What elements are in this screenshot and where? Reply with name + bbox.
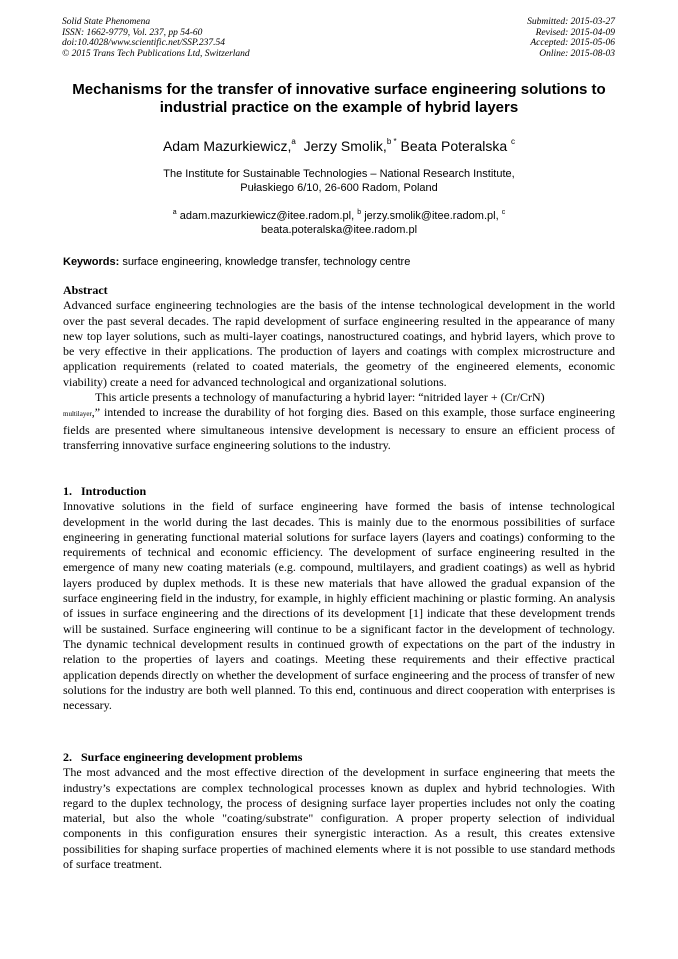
author-emails (60, 209, 618, 237)
author-name: Jerzy Smolik, (303, 138, 387, 154)
date-accepted: Accepted: 2015-05-06 (530, 38, 615, 49)
author-affiliation-mark: b * (386, 137, 397, 146)
date-submitted: Submitted: 2015-03-27 (527, 17, 615, 27)
affiliation-line: The Institute for Sustainable Technologies – National Research Institute, (163, 168, 515, 180)
email-mark: a (172, 209, 177, 216)
date-revised: Revised: 2015-04-09 (535, 27, 615, 38)
keywords-text: surface engineering, knowledge transfer, technology centre (122, 256, 411, 268)
section-paragraph: Innovative solutions in the field of surface engineering have formed the basis of intense technological development in the world during the last decades. This is mainly due to the enormous possibilities of surface engineering in generating functional material solutions for surface layers (layers and coatings) conforming to the requirements of technical and economic efficiency. The development of surface engineering resulted in the emergence of many new coating materials (e.g. compound, multilayers, and gradient coatings) as well as hybrid layers produced by duplex methods. It is these new materials that have allowed the gradual expansion of the surface engineering field in the industry, for example, in highly efficient machining or plastic forming. An analysis of issues in surface engineering and the directions of its development [1] indicate that these development trends will be sustained. Surface engineering will continue to be a significant factor in the development of technology. The dynamic technical development results in continued growth of expectations on the part of the industry in relation to the properties of layers and coatings. Meeting these requirements and their effective practical application depends directly on whether the development of surface engineering and the process of transfer of new solutions for the industry are both well planned. To this end, continuous and direct cooperation with enterprises is necessary. (63, 499, 615, 713)
section-heading: 2. Surface engineering development problems (63, 750, 303, 764)
author-name: Adam Mazurkiewicz, (162, 138, 292, 154)
journal-doi: doi:10.4028/www.scientific.net/SSP.237.54 (62, 38, 225, 49)
email-link[interactable]: adam.mazurkiewicz@itee.radom.pl, (179, 210, 355, 222)
abstract-section (63, 283, 615, 453)
paper-title: Mechanisms for the transfer of innovative surface engineering solutions to industrial practice on the example of hybrid layers (72, 81, 606, 116)
author-affiliation-mark: c (511, 137, 516, 146)
journal-name: Solid State Phenomena (62, 17, 151, 27)
section-heading: 1. Introduction (63, 484, 147, 498)
submission-dates (527, 17, 615, 59)
affiliation (60, 167, 618, 195)
email-mark: c (501, 209, 506, 216)
email-link[interactable]: jerzy.smolik@itee.radom.pl, (364, 210, 499, 222)
introduction-section (63, 484, 615, 713)
author-list (40, 137, 638, 155)
section-paragraph: The most advanced and the most effective direction of the development in surface engineering that meets the industry’s expectations are complex technological processes known as duplex and hybrid technologies. With regard to the duplex technology, the process of designing surface layer properties includes not only the coating material, but also the whole "coating/substrate" configuration. A proper property selection of individual components in this configuration ensures their synergistic interaction. As a result, this creates extensive possibilities for shaping surface properties of machined elements where it is not possible to use standard methods of surface treatment. (63, 765, 615, 872)
keywords-label: Keywords: (63, 256, 120, 268)
journal-copyright: © 2015 Trans Tech Publications Ltd, Switzerland (62, 48, 250, 59)
abstract-heading: Abstract (63, 283, 108, 297)
journal-issn: ISSN: 1662-9779, Vol. 237, pp 54-60 (62, 27, 203, 38)
journal-info (62, 17, 250, 59)
keywords (63, 255, 616, 269)
abstract-paragraph: This article presents a technology of manufacturing a hybrid layer: “nitrided layer + (Cr/CrN) multilayer,” intended to increase the durability of hot forging dies. Based on this example, those surface engineering fields are presented where simultaneous intensive development is necessary to ensure an efficient process of transferring innovative surface engineering solutions to the industry. (63, 390, 615, 452)
author-name: Beata Poteralska (400, 138, 508, 154)
development-problems-section (63, 750, 615, 872)
affiliation-line: Pułaskiego 6/10, 26-600 Radom, Poland (240, 182, 438, 194)
email-link[interactable]: beata.poteralska@itee.radom.pl (260, 224, 418, 236)
abstract-paragraph: Advanced surface engineering technologies are the basis of the intense technological development in the world over the past several decades. The rapid development of surface engineering resulted in the appearance of many new top layer solutions, such as multi-layer coatings, nanostructured coatings, and hybrid layers, which prove to be very effective in their applications. The production of layers and coatings with complex microstructure and application requirements (related to coated materials, the geometry of the engineered elements, economic viability) create a need for advanced technological and organizational solutions. (63, 298, 615, 389)
email-mark: b (357, 209, 362, 216)
author-affiliation-mark: a (291, 137, 296, 146)
subscript-text: multilayer (63, 410, 92, 419)
date-online: Online: 2015-08-03 (539, 48, 615, 59)
